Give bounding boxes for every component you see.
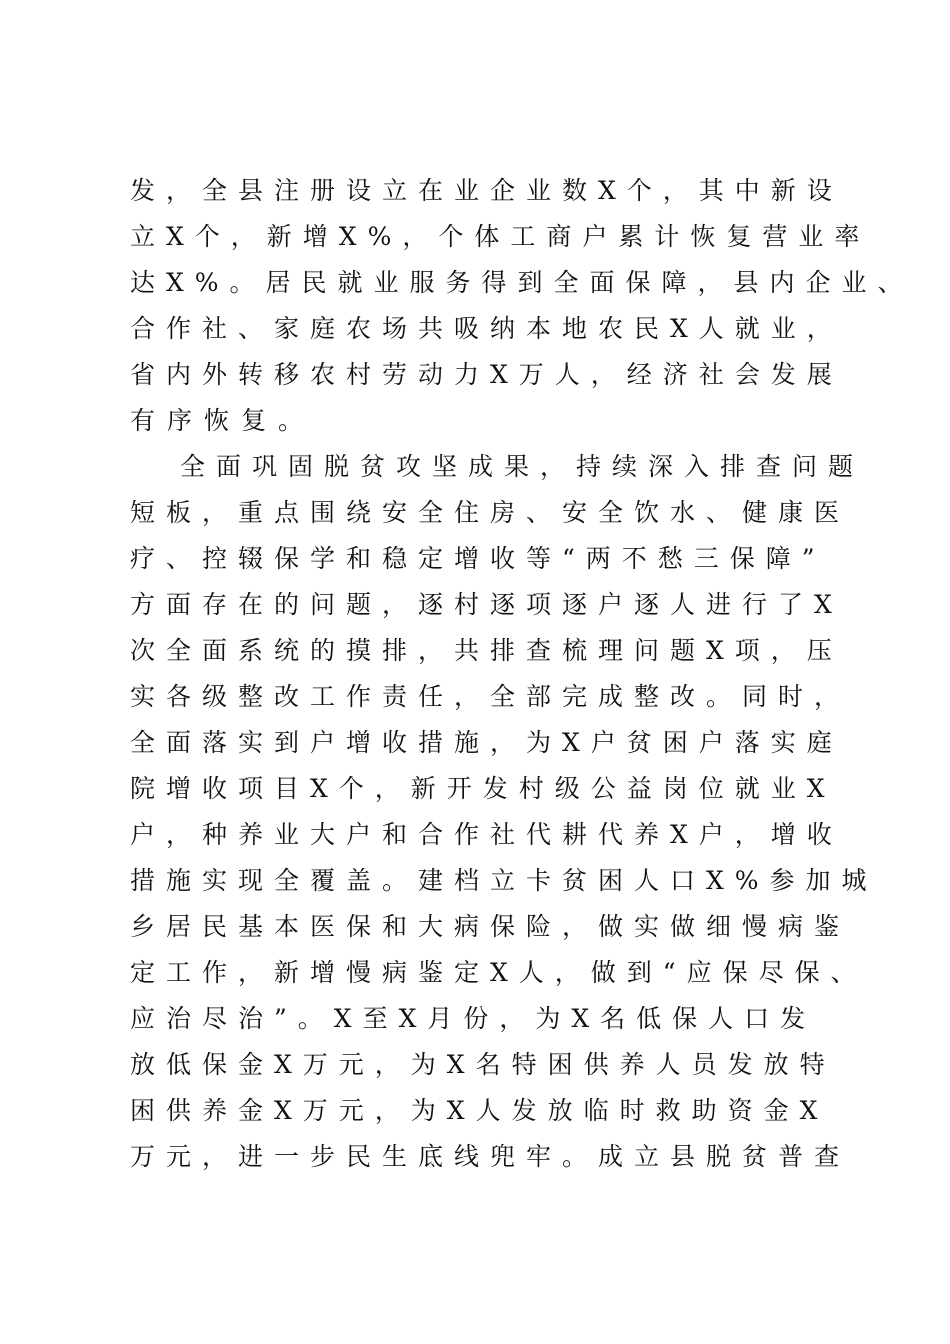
text-line: 户，种养业大户和合作社代耕代养X户，增收	[130, 820, 843, 849]
text-line: 方面存在的问题，逐村逐项逐户逐人进行了X	[130, 590, 843, 619]
text-line: 有序恢复。	[130, 406, 316, 435]
text-line: 实各级整改工作责任，全部完成整改。同时，	[130, 682, 851, 711]
text-line: 疗、控辍保学和稳定增收等“两不愁三保障”	[130, 544, 826, 573]
text-line: 立X个，新增X%，个体工商户累计恢复营业率	[130, 222, 871, 251]
text-line: 措施实现全覆盖。建档立卡贫困人口X%参加城	[130, 866, 878, 895]
text-line: 发，全县注册设立在业企业数X个，其中新设	[130, 176, 843, 205]
text-line: 万元，进一步民生底线兜牢。成立县脱贫普查	[130, 1142, 851, 1171]
text-line: 次全面系统的摸排，共排查梳理问题X项，压	[130, 636, 843, 665]
paragraph-first-line: 全面巩固脱贫攻坚成果，持续深入排查问题	[180, 452, 865, 481]
text-line: 定工作，新增慢病鉴定X人，做到“应保尽保、	[130, 958, 867, 987]
text-line: 困供养金X万元，为X人发放临时救助资金X	[130, 1096, 829, 1125]
text-line: 合作社、家庭农场共吸纳本地农民X人就业，	[130, 314, 843, 343]
text-line: 应治尽治”。X至X月份，为X名低保人口发	[130, 1004, 817, 1033]
text-line: 达X%。居民就业服务得到全面保障，县内企业、	[130, 268, 914, 297]
text-line: 院增收项目X个，新开发村级公益岗位就业X	[130, 774, 836, 803]
text-line: 省内外转移农村劳动力X万人，经济社会发展	[130, 360, 843, 389]
text-line: 放低保金X万元，为X名特困供养人员发放特	[130, 1050, 836, 1079]
text-line: 乡居民基本医保和大病保险，做实做细慢病鉴	[130, 912, 851, 941]
text-line: 短板，重点围绕安全住房、安全饮水、健康医	[130, 498, 851, 527]
text-line: 全面落实到户增收措施，为X户贫困户落实庭	[130, 728, 843, 757]
